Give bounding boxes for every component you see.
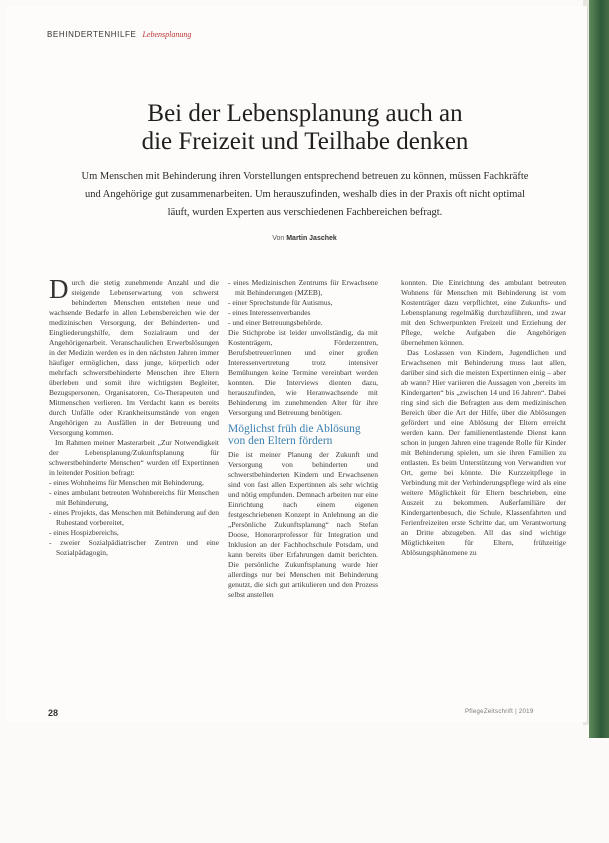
expert-list [49,478,219,558]
list-item: - eines Medizinischen Zentrums für Erwachsene mit Behinderungen (MZEB), [228,278,378,297]
adjacent-page-edge [589,0,609,738]
paragraph: Die Stichprobe ist leider unvollständig, da mit Kostenträgern, Förderzentren, Berufsbetreuer/innen und einer großen Interessenvertretung trotz intensiver Bemühungen keine Termine vereinbart werden konnten. Die Interviews dienten dazu, herauszufinden, wie Heranwachsende mit Behinderung im zunehmenden Alter für ihre Versorgung und Betreuung benötigen. [228,328,378,417]
title-line-1: Bei der Lebensplanung auch an [147,100,463,127]
title-line-2: die Freizeit und Teilhabe denken [141,128,469,155]
column-3 [401,278,566,558]
list-item: - einer Sprechstunde für Autismus, [228,298,333,307]
list-item: - eines ambulant betreuten Wohnbereichs für Menschen mit Behinderung, [49,488,219,507]
list-item: - eines Projekts, das Menschen mit Behinderung auf den Ruhestand vorbereitet, [49,508,220,527]
column-2 [228,278,378,600]
section-header [47,30,191,39]
paragraph: konnten. Die Einrichtung des ambulant betreuten Wohnens für Menschen mit Behinderung ist vom Kostenträger dazu verpflichtet, eine Zukunfts- und Lebensplanung regelmäßig durchzuführen, und zwar mit den Schwerpunkten Freizeit und Erziehung der Pflege, welche Aufgaben die Angehörigen übernehmen können. [401,278,566,347]
intro-text: urch die stetig zunehmende Anzahl und die steigende Lebenserwartung von schwerst behinderten Menschen entstehen neue und wachsende Bedarfe in allen Lebensbereichen wie der medizinischen Versorgung, der Behinderten- und Eingliederungshilfe, dem Sozialraum und der Angehörigenarbeit. Veranschaulichen Erwerbslösungen in der Medizin werden es in den nächsten Jahren immer häufiger ermöglichen, dass junge, körperlich oder mehrfach schwerstbehinderte Menschen ihre Eltern überleben und somit ihre wichtigsten Begleiter, Bezugspersonen, Organisatoren, Co-Therapeuten und Mitmenschen verlieren. Im Verdacht kann es bereits durch Unfälle oder Krankheitsumstände von engen Angehörigen zu Ausfällen in der Betreuung und Versorgung kommen. [49,278,219,437]
list-item: - eines Interessenverbandes [228,308,311,317]
list-item: - zweier Sozialpädiatrischer Zentren und eine Sozialpädagogin, [49,538,219,557]
expert-list-continued [228,278,378,328]
subsection-label: Lebensplanung [142,30,192,39]
section-subheading: Möglichst früh die Ablösung von den Eltern fördern [228,423,361,447]
paragraph: Im Rahmen meiner Masterarbeit „Zur Notwendigkeit der Lebensplanung/Zukunftsplanung für schwerstbehinderte Menschen“ wurden elf Expertinnen in leitender Position befragt: [49,438,219,477]
byline [0,235,609,242]
intro-paragraph [49,274,219,438]
column-1 [49,274,220,558]
drop-cap: D [49,274,69,304]
paragraph: Das Loslassen von Kindern, Jugendlichen und Erwachsenen mit Behinderung muss laut allen, darüber sind sich die meisten Expertinnen einig – aber ab wann? Hier variieren die Aussagen von „bereits im Kindergarten“ bis „zwischen 14 und 16 Jahren“. Dabei ring sind sich die Befragten aus dem medizinischen Bereich über die Art der Hilfe, über die Ablösungen gefördert und eine Ablösung der Eltern erreicht werden kann. Der familienentlastende Dienst kann schon in jungen Jahren eine tragende Rolle für Kinder mit Behinderung spielen, um sie ihren Familien zu entlasten. Es beim Unterstützung von Verwandten vor Ort, gerne bei könnte. Die Kurzzeitpflege in Verbindung mit der Verhinderungspflege wird als eine weitere Möglichkeit für Eltern beschrieben, eine Auszeit zu bekommen. Außerfamiliäre der Kindergartenbesuch, die Schule, Klassenfahrten und Ferienfreizeiten erste Schritte dar, um Verantwortung an Dritte abzugeben. All das sind wichtige Möglichkeiten für Eltern, frühzeitige Ablösungsphänomene zu [401,348,566,557]
paragraph: Die ist meiner Planung der Zukunft und Versorgung von behinderten und schwerstbehinderten Kindern und Erwachsenen sind von fast allen Expertinnen als sehr wichtig und nötig empfunden. Demnach arbeiten nur eine Einrichtung nach einem eigenen festgeschriebenen Konzept in Anlehnung an die „Persönliche Zukunftsplanung“ nach Stefan Doose, Honorarprofessor für Integration und Inklusion an der Fachhochschule Potsdam, und kann bereits über Erfahrungen damit berichten. Die persönliche Zukunftsplanung wurde hier allerdings nur bei Menschen mit Behinderung genutzt, die sich gut artikulieren und den Prozess selbst anstellen [228,450,378,599]
section-label: BEHINDERTENHILFE [47,30,137,39]
list-item: - eines Wohnheims für Menschen mit Behinderung, [49,478,204,487]
byline-prefix: Von [272,235,285,242]
author-name: Martin Jaschek [286,235,337,242]
list-item: - eines Hospizbereichs, [49,528,119,537]
article-title [60,100,550,156]
list-item: - und einer Betreuungsbehörde. [228,318,323,327]
page-number: 28 [48,708,59,718]
journal-footer: PflegeZeitschrift | 2019 [465,709,534,715]
article-lead: Um Menschen mit Behinderung ihren Vorstellungen entsprechend betreuen zu können, müssen Fachkräfte und Angehörige gut zusammenarbeiten. Um herauszufinden, weshalb dies in der Praxis oft nicht optimal läuft, wurden Experten aus verschiedenen Fachbereichen befragt. [81,171,529,218]
